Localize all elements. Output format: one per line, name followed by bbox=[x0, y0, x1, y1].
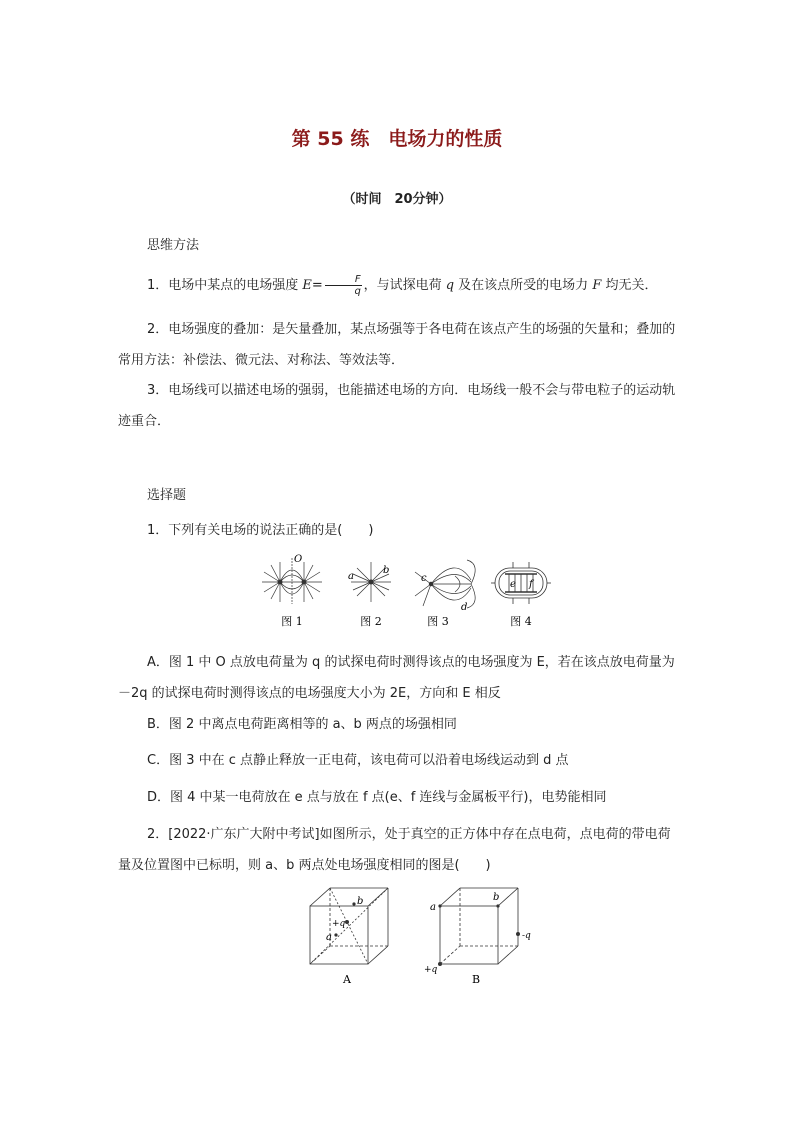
fig3-charge bbox=[429, 582, 433, 586]
time-limit: （时间 20分钟） bbox=[342, 192, 452, 207]
formula-fraction: $\frac{F}{q}$ bbox=[325, 274, 362, 297]
cube-b-minus-charge bbox=[516, 932, 520, 936]
method-heading: 思维方法 bbox=[147, 238, 200, 253]
question-1-option-c: C．图 3 中在 c 点静止释放一正电荷，该电荷可以沿着电场线运动到 d 点 bbox=[147, 753, 569, 768]
fig3-curved-field bbox=[415, 560, 475, 608]
fig-label-3: 图 3 bbox=[427, 615, 449, 628]
fig3-point-d: d bbox=[461, 602, 468, 613]
choice-heading: 选择题 bbox=[147, 488, 187, 503]
cube-a-point-b-dot bbox=[352, 902, 355, 905]
fig-label-2: 图 2 bbox=[360, 615, 382, 628]
fig2-point-a: a bbox=[348, 571, 354, 582]
method-item-1: 1．电场中某点的电场强度 E= $\frac{F}{q}$ ，与试探电荷 q 及在该点所受的电场力 F 均无关． bbox=[147, 274, 658, 297]
fig3-point-c: c bbox=[421, 573, 427, 584]
fig1-charge-left bbox=[278, 580, 283, 585]
cube-b-label-minus-q: -q bbox=[522, 931, 531, 941]
cube-b-plus-charge bbox=[438, 962, 442, 966]
cube-b-label-a: a bbox=[430, 902, 436, 913]
field-line-figures bbox=[255, 554, 555, 632]
cube-a-label-charge: +q bbox=[332, 919, 346, 929]
cube-a bbox=[310, 888, 388, 964]
question-1-option-b: B．图 2 中离点电荷距离相等的 a、b 两点的场强相同 bbox=[147, 717, 457, 732]
cube-label-a: A bbox=[343, 973, 351, 986]
cube-b-label-b: b bbox=[493, 892, 500, 903]
question-2-stem: 2．[2022·广东广大附中考试]如图所示，处于真空的正方体中存在点电荷，点电荷的带电荷量及位置图中已标明，则 a、b 两点处电场强度相同的图是( ) bbox=[118, 827, 671, 873]
cube-b-point-b-dot bbox=[496, 904, 499, 907]
fig1-dipole-field bbox=[262, 558, 322, 604]
cube-a-label-b: b bbox=[357, 896, 364, 907]
question-1-option-a: A．图 1 中 O 点放电荷量为 q 的试探电荷时测得该点的电场强度为 E，若在该点放电荷量为－2q 的试探电荷时测得该点的电场强度大小为 2E，方向和 E 相反 bbox=[118, 655, 675, 701]
fig2-point-b: b bbox=[383, 565, 390, 576]
fig4-point-f: f bbox=[529, 579, 533, 590]
page-title: 第 55 练 电场力的性质 bbox=[291, 128, 503, 150]
question-1-stem: 1．下列有关电场的说法正确的是( ) bbox=[147, 523, 374, 538]
method-item-2: 2．电场强度的叠加：是矢量叠加，某点场强等于各电荷在该点产生的场强的矢量和；叠加的常用方法：补偿法、微元法、对称法、等效法等． bbox=[118, 322, 676, 368]
cube-b-label-plus-q: +q bbox=[424, 965, 438, 975]
cube-a-label-a: a bbox=[326, 932, 332, 943]
cube-a-charge bbox=[345, 920, 349, 924]
fig2-charge bbox=[369, 580, 374, 585]
method-item-3: 3．电场线可以描述电场的强弱，也能描述电场的方向．电场线一般不会与带电粒子的运动轨迹重合． bbox=[118, 383, 676, 429]
fig1-point-O: O bbox=[294, 554, 303, 565]
fig4-parallel-plates bbox=[491, 562, 551, 604]
fig4-point-e: e bbox=[510, 579, 516, 590]
fig-label-1: 图 1 bbox=[281, 615, 303, 628]
cube-b bbox=[440, 888, 518, 964]
question-1-option-d: D．图 4 中某一电荷放在 e 点与放在 f 点(e、f 连线与金属板平行)，电势能相同 bbox=[147, 790, 607, 805]
cube-b-point-a-dot bbox=[438, 904, 441, 907]
cube-label-b: B bbox=[471, 973, 481, 986]
fig-label-4: 图 4 bbox=[510, 615, 532, 628]
cube-a-point-a-dot bbox=[334, 933, 337, 936]
fig1-charge-right bbox=[302, 580, 307, 585]
cube-figures bbox=[300, 882, 540, 992]
